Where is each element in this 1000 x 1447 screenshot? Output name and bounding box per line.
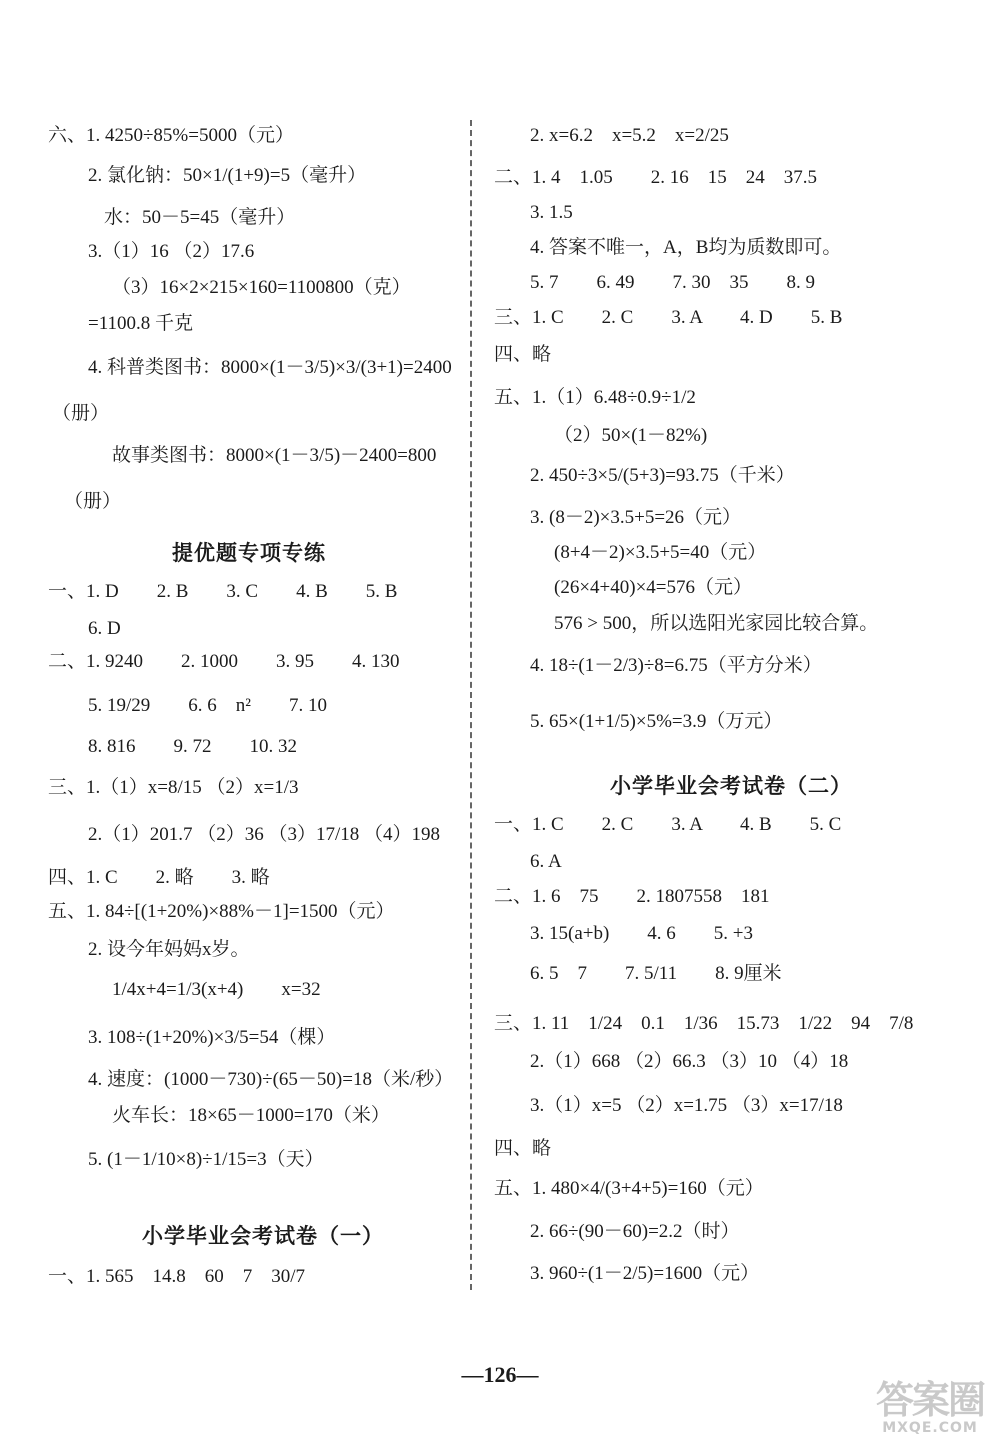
answer-line: (26×4+40)×4=576（元） [554,577,753,598]
answer-line: 三、1. 11 1/24 0.1 1/36 15.73 1/22 94 7/8 [494,1013,914,1034]
answer-line: 6. 5 7 7. 5/11 8. 9厘米 [530,963,782,984]
answer-line: 6. D [88,618,121,639]
answer-line: 5. 7 6. 49 7. 30 35 8. 9 [530,272,816,293]
section-heading: 小学毕业会考试卷（一） [142,1224,384,1248]
answer-line: 3. 1.5 [530,202,573,223]
answer-line: 4. 18÷(1－2/3)÷8=6.75（平方分米） [530,655,822,676]
answer-line: 一、1. C 2. C 3. A 4. B 5. C [494,814,842,835]
answer-line: 二、1. 6 75 2. 1807558 181 [494,886,770,907]
answer-line: （3）16×2×215×160=1100800（克） [112,277,411,298]
answer-line: （2）50×(1－82%) [554,425,708,446]
watermark-url: MXQE.COM [882,1420,978,1436]
answer-line: 5. 65×(1+1/5)×5%=3.9（万元） [530,711,783,732]
section-heading: 提优题专项专练 [172,541,326,565]
answer-line: 5. (1－1/10×8)÷1/15=3（天） [88,1149,324,1170]
answer-line: 4. 答案不唯一，A，B均为质数即可。 [530,237,842,258]
answer-line: 3.（1）16 （2）17.6 [88,241,255,262]
answer-line: 2. x=6.2 x=5.2 x=2/25 [530,125,729,146]
answer-line: 3. (8－2)×3.5+5=26（元） [530,507,742,528]
answer-line: 1/4x+4=1/3(x+4) x=32 [112,979,321,1000]
answer-line: 3. 15(a+b) 4. 6 5. +3 [530,923,754,944]
answer-line: （册） [64,491,122,512]
answer-line: 四、略 [494,1138,552,1159]
answer-line: 五、1. 84÷[(1+20%)×88%－1]=1500（元） [48,901,395,922]
answer-line: 576 > 500，所以选阳光家园比较合算。 [554,613,879,634]
answer-line: 火车长：18×65－1000=170（米） [112,1105,390,1126]
answer-line: 3. 108÷(1+20%)×3/5=54（棵） [88,1027,336,1048]
page-number: —126— [461,1362,539,1387]
answer-line: (8+4－2)×3.5+5=40（元） [554,542,767,563]
answer-line: 五、1. 480×4/(3+4+5)=160（元） [494,1178,764,1199]
answer-line: 2. 450÷3×5/(5+3)=93.75（千米） [530,465,795,486]
answer-line: 4. 速度：(1000－730)÷(65－50)=18（米/秒） [88,1069,454,1090]
column-divider [470,120,472,1290]
answer-line: 水：50－5=45（毫升） [104,207,296,228]
answer-line: =1100.8 千克 [88,313,194,334]
watermark-text: 答案圈 [875,1378,984,1422]
answer-line: 2. 66÷(90－60)=2.2（时） [530,1221,740,1242]
answer-line: 故事类图书：8000×(1－3/5)－2400=800 [112,445,437,466]
answer-line: 五、1.（1）6.48÷0.9÷1/2 [494,387,696,408]
answer-line: 四、略 [494,344,552,365]
answer-line: 一、1. D 2. B 3. C 4. B 5. B [48,581,398,602]
answer-line: 四、1. C 2. 略 3. 略 [48,867,270,888]
answer-line: 5. 19/29 6. 6 n² 7. 10 [88,695,327,716]
answer-line: 二、1. 4 1.05 2. 16 15 24 37.5 [494,167,818,188]
answer-line: 2.（1）668 （2）66.3 （3）10 （4）18 [530,1051,849,1072]
answer-line: 2. 氯化钠：50×1/(1+9)=5（毫升） [88,165,367,186]
answer-line: 六、1. 4250÷85%=5000（元） [48,125,294,146]
answer-line: 一、1. 565 14.8 60 7 30/7 [48,1266,306,1287]
section-heading: 小学毕业会考试卷（二） [610,774,852,798]
answer-line: 三、1. C 2. C 3. A 4. D 5. B [494,307,843,328]
answer-line: 二、1. 9240 2. 1000 3. 95 4. 130 [48,651,400,672]
answer-line: 3. 960÷(1－2/5)=1600（元） [530,1263,760,1284]
watermark-logo [870,1380,990,1440]
answer-line: 3.（1）x=5 （2）x=1.75 （3）x=17/18 [530,1095,843,1116]
answer-line: 6. A [530,851,562,872]
answer-line: （册） [52,403,110,424]
answer-line: 2.（1）201.7 （2）36 （3）17/18 （4）198 [88,824,441,845]
answer-line: 8. 816 9. 72 10. 32 [88,736,298,757]
answer-line: 4. 科普类图书：8000×(1－3/5)×3/(3+1)=2400 [88,357,452,378]
answer-line: 2. 设今年妈妈x岁。 [88,939,250,960]
answer-line: 三、1.（1）x=8/15 （2）x=1/3 [48,777,299,798]
